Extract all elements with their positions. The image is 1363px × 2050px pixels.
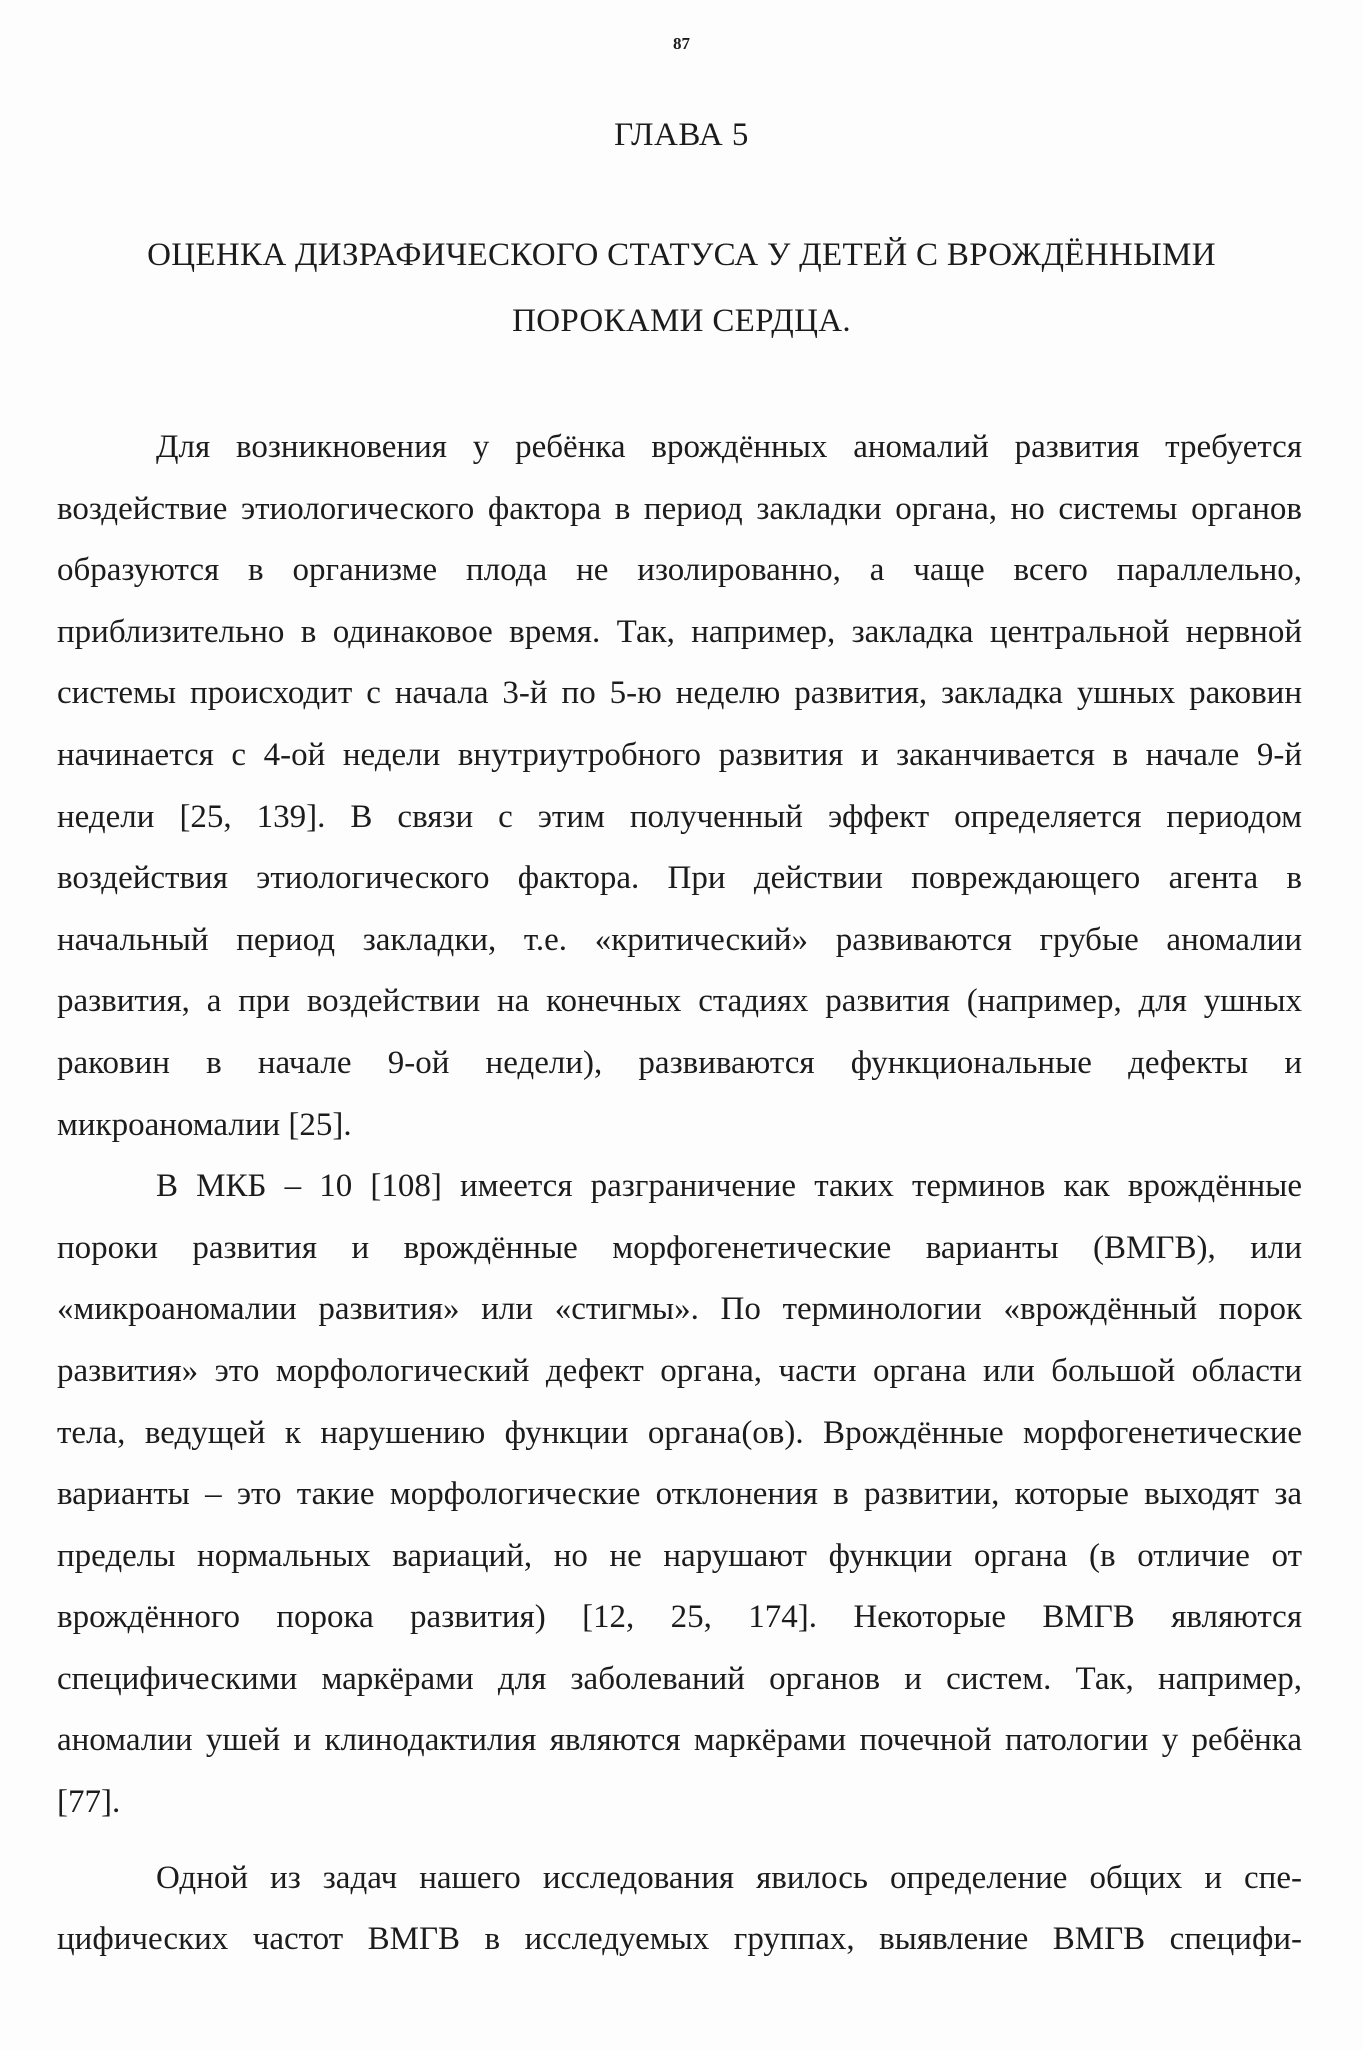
body-text: [57, 417, 1302, 1971]
paragraph-1: Для возникновения у ребёнка врождённых аномалий развития требуется воздействие этиологического фактора в период закладки органа, но системы органов образуются в организме плода не изолированно, а чаще всего параллельно, приблизительно в одинаковое время. Так, например, закладка центральной нервной системы происходит с начала 3-й по 5-ю неделю развития, закладка ушных раковин начинается с 4-ой недели внутриутробного развития и заканчивается в начале 9-й недели [25, 139]. В связи с этим полученный эффект определяется периодом воздействия этиологического фактора. При действии повреждающего агента в начальный период закладки, т.е. «критический» развиваются грубые аномалии развития, а при воздействии на конечных стадиях развития (например, для ушных раковин в начале 9-ой недели), развиваются функциональные дефекты и микроаномалии [25].: [57, 429, 1302, 1143]
chapter-title-line-1: ОЦЕНКА ДИЗРАФИЧЕСКОГО СТАТУСА У ДЕТЕЙ С ВРОЖДЁННЫМИ: [147, 237, 1216, 273]
chapter-title: [60, 222, 1303, 354]
paragraph-2: В МКБ – 10 [108] имеется разграничение таких терминов как врождённые пороки развития и врождённые морфогенетические варианты (ВМГВ), или «микроаномалии развития» или «стигмы». По терминологии «врождённый порок развития» это морфологический дефект органа, части органа или большой области тела, ведущей к нарушению функции органа(ов). Врождённые морфогенетические варианты – это такие морфологические отклонения в развитии, которые выходят за пределы нормальных вариаций, но не нарушают функции органа (в отличие от врождённого порока развития) [12, 25, 174]. Некоторые ВМГВ являются специфическими маркёрами для заболеваний органов и систем. Так, например, аномалии ушей и клинодактилия являются маркёрами почечной патологии у ребёнка [77].: [57, 1168, 1302, 1821]
page-number: 87: [673, 34, 690, 53]
chapter-label: ГЛАВА 5: [614, 117, 749, 153]
paragraph-3: Одной из задач нашего исследования явилось определение общих и специфических частот ВМГВ в исследуемых группах, выявление ВМГВ специфи-: [57, 1859, 1302, 1958]
chapter-title-line-2: ПОРОКАМИ СЕРДЦА.: [512, 303, 851, 339]
